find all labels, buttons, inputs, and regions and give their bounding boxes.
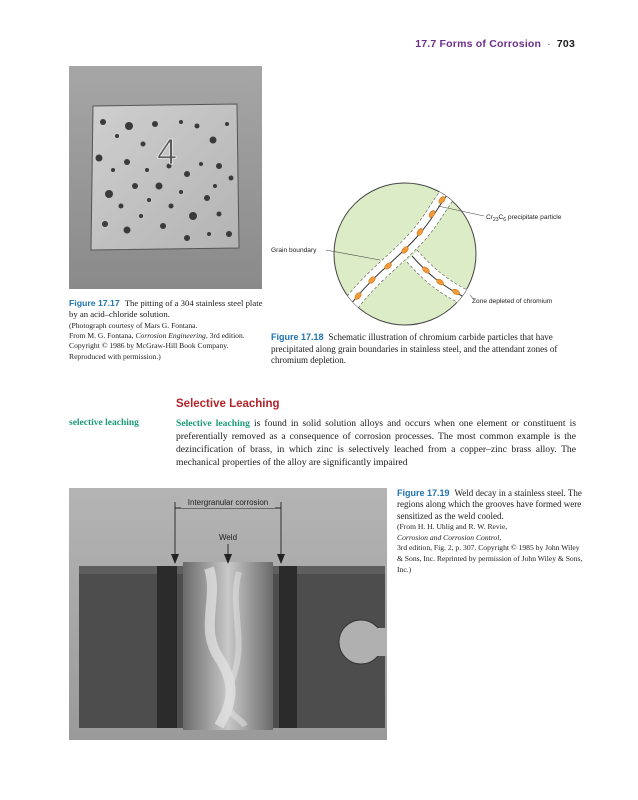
depleted-zone-label: Zone depleted of chromium <box>472 298 553 305</box>
figure-17-19-caption <box>397 488 587 575</box>
figure-17-17-label: Figure 17.17 <box>69 298 120 308</box>
figure-17-19-photo <box>69 488 387 740</box>
figure-17-19-caption-text: Weld decay in a stainless steel. The regions along which the grooves have formed were sensitized as the weld cooled. <box>397 488 582 521</box>
figure-17-18-label: Figure 17.18 <box>271 332 324 342</box>
section-heading: Selective Leaching <box>176 398 280 410</box>
figure-17-18-caption <box>271 332 581 367</box>
figure-17-17-photo <box>69 66 262 289</box>
intergranular-corrosion-label: Intergranular corrosion <box>187 498 269 507</box>
header-separator: · <box>547 38 551 50</box>
weld-label: Weld <box>218 533 238 542</box>
corrosion-groove-right <box>279 566 297 728</box>
body-text: is found in solid solution alloys and occurs when one element or constituent is preferentially removed as a consequence of corrosion processes. The most common example is the dezincification of brass, in which zinc is selectively leached from a copper–zinc brass alloy. The mechanical properties of the alloy are significantly impaired <box>176 418 576 468</box>
grain-boundary-label: Grain boundary <box>271 247 317 254</box>
figure-17-19-label: Figure 17.19 <box>397 488 450 498</box>
figure-17-18-caption-text: Schematic illustration of chromium carbide particles that have precipitated along grain boundaries in stainless steel, and the attendant zones of chromium depletion. <box>271 332 558 365</box>
figure-17-17-credit-line3: 3rd edition. Copyright © 1986 by McGraw-Hill Book Company. Reproduced with permission.) <box>69 331 245 361</box>
figure-17-17-credit-line1: (Photograph courtesy of Mars G. Fontana. <box>69 320 198 330</box>
figure-17-17-credit <box>69 321 264 363</box>
corrosion-groove-left <box>157 566 177 728</box>
plate-number-label: 4 <box>156 131 178 172</box>
figure-17-17-credit-book: Corrosion Engineering, <box>135 331 208 340</box>
header-section-title: 17.7 Forms of Corrosion <box>415 38 542 50</box>
key-term: Selective leaching <box>176 418 250 429</box>
figure-17-19-credit <box>397 522 587 575</box>
figure-17-19-credit-line3: 3rd edition, Fig. 2, p. 307. Copyright © 1985 by John Wiley & Sons, Inc. Reprinted by permission of John Wiley & Sons, Inc.) <box>397 543 583 574</box>
page-number: 703 <box>556 38 575 50</box>
figure-17-18-diagram <box>262 180 582 328</box>
body-paragraph <box>176 417 576 469</box>
figure-17-19-credit-book: Corrosion and Corrosion Control, <box>397 532 502 542</box>
precipitate-particle-label: $Cr_{23}C_6$ precipitate particle <box>486 214 562 223</box>
margin-key-term: selective leaching <box>69 418 139 428</box>
figure-17-17-credit-line2: From M. G. Fontana, <box>69 331 136 340</box>
figure-17-17-caption <box>69 298 264 362</box>
running-header <box>415 38 575 50</box>
figure-17-17-caption-text: The pitting of a 304 stainless steel plate by an acid–chloride solution. <box>69 298 263 320</box>
figure-17-19-credit-line1: (From H. H. Uhlig and R. W. Revie, <box>397 522 508 532</box>
